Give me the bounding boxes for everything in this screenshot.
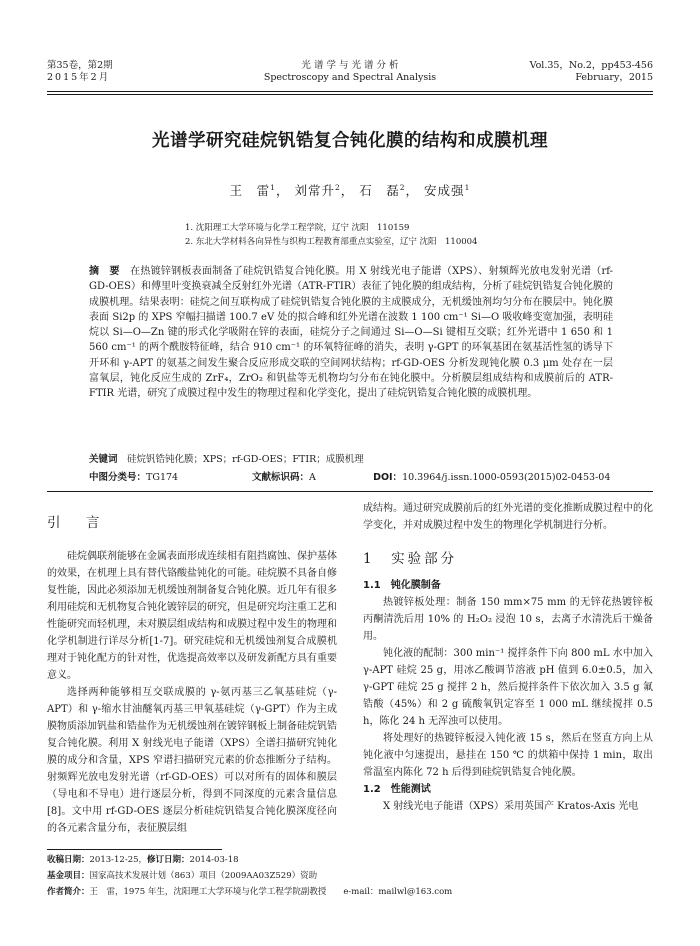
revised-label: 修订日期：: [147, 855, 190, 865]
intro-paragraph: 选择两种能够相互交联成膜的 γ-氨丙基三乙氧基硅烷（γ-APT）和 γ-缩水甘油醚氧丙基三甲氧基硅烷（γ-GPT）作为主成膜物质添加钒盐和锆盐作为无机缓蚀剂在镀锌钢板上制备硅烷钒锆复合钝化膜。利用 X 射线光电子能谱（XPS）全谱扫描研究钝化膜的成分和含量，XPS 窄谱扫描研究元素的价态推断分子结构。射频辉光放电发射光谱（rf-GD-OES）可以对所有的固体和膜层（导电和不导电）进行逐层分析，得到不同深度的元素含量信息[8]。文中用 rf-GD-OES 逐层分析硅烷钒锆复合钝化膜深度径向的各元素含量分布，表征膜层组: [47, 687, 337, 834]
header-vol-en: Vol.35，No.2，pp453-456: [529, 60, 653, 71]
intro-paragraph: 硅烷偶联剂能够在金属表面形成连续相有阻挡腐蚀、保护基体的效果，在机理上具有替代铬酸盐钝化的可能。硅烷膜不具备自修复性能，因此必须添加无机缓蚀剂制备复合钝化膜。近几年有很多利用硅烷和无机物复合钝化镀锌层的研究，但是研究均注重工艺和性能研究而轻机理，未对膜层组成结构和成膜过程中发生的物理和化学机制进行详尽分析[1-7]。研究硅烷和无机缓蚀剂复合成膜机理对于钝化配方的针对性，优选提高效率以及研发新配方具有重要意义。: [47, 551, 337, 681]
doi-value: 10.3964/j.issn.1000-0593(2015)02-0453-04: [402, 472, 611, 483]
header-month-en: February，2015: [575, 72, 653, 83]
intro-heading: 引 言: [47, 515, 106, 531]
author-name: 安成强: [424, 183, 465, 198]
author-bio-value: 王 雷，1975 年生，沈阳理工大学环境与化学工程学院副教授 e-mail：mailwl@163.com: [89, 887, 453, 897]
revised-date: 2014-03-18: [189, 855, 239, 865]
right-column: [363, 500, 653, 815]
author-list: 王 雷$^1$， 刘常升$^2$， 石 磊$^2$， 安成强$^1$: [229, 182, 471, 198]
fund-label: 基金项目：: [47, 871, 90, 881]
author-bio-label: 作者简介：: [47, 887, 90, 897]
paper-title: 光谱学研究硅烷钒锆复合钝化膜的结构和成膜机理: [152, 131, 548, 151]
author-affil-mark: 1: [270, 182, 276, 192]
abstract-text: 在热镀锌钢板表面制备了硅烷钒锆复合钝化膜。用 X 射线光电子能谱（XPS）、射频辉光放电发射光谱（rf-GD-OES）和傅里叶变换衰减全反射红外光谱（ATR-FTIR）表征了钝化膜的组成结构，分析了硅烷钒锆复合钝化膜的成膜机理。结果表明：硅烷之间互联构成了硅烷钒锆复合钝化膜的主成膜成分，无机缓蚀剂均匀分布在膜层中。钝化膜表面 Si2p 的 XPS 窄幅扫描谱 100.7 eV 处的拟合峰和红外光谱在波数 1 100 cm⁻¹ Si—O 吸收峰变宽加强，表明硅烷以 Si—O—Zn 键的形式化学吸附在锌的表面，硅烷分子之间通过 Si—O—Si 键相互交联；红外光谱中 1 650 和 1 560 cm⁻¹ 的两个酰胺特征峰，结合 910 cm⁻¹ 的环氧特征峰的消失，表明 γ-GPT 的环氧基团在氨基活性氢的诱导下开环和 γ-APT 的氨基之间发生聚合反应形成交联的空间网状结构；rf-GD-OES 分析发现钝化膜 0.3 μm 处存在一层富氧层，钝化反应生成的 ZrF₄，ZrO₂ 和钒盐等无机物均匀分布在钝化膜中。分析膜层组成结构和成膜前后的 ATR-FTIR 光谱，研究了成膜过程中发生的物理过程和化学变化，提出了硅烷钒锆复合钝化膜的成膜机理。: [89, 266, 614, 400]
clc-label: 中图分类号：: [89, 472, 147, 483]
method-paragraph: X 射线光电子能谱（XPS）采用英国产 Kratos-Axis 光电: [383, 801, 639, 812]
method-paragraph: 钝化液的配制：300 min⁻¹ 搅拌条件下向 800 mL 水中加入 γ-APT 硅烷 25 g，用冰乙酸调节溶液 pH 值到 6.0±0.5，加入 γ-GPT 硅烷 25 g 搅拌 2 h，然后搅拌条件下依次加入 3.5 g 氟锆酸（45%）和 2 g 硫酸氧钒定容至 1 000 mL 继续搅拌 0.5 h，陈化 24 h 无浑浊可以使用。: [363, 648, 653, 727]
received-date: 2013-12-25，: [89, 855, 148, 865]
footnotes: [47, 852, 653, 900]
abstract: [89, 264, 613, 402]
affiliation-2: 2. 东北大学材料各向异性与织构工程教育部重点实验室，辽宁 沈阳 110004: [185, 237, 478, 247]
footnote-author: [47, 884, 653, 900]
keywords-label: 关键词: [89, 454, 118, 465]
footnote-dates: [47, 852, 653, 868]
section-divider: [47, 491, 653, 492]
classification-line: [89, 470, 613, 486]
author-name: 刘常升: [294, 183, 335, 198]
journal-name-cn: 光 谱 学 与 光 谱 分 析: [301, 60, 399, 71]
header-rule-thin: [47, 94, 653, 95]
method-paragraph: 热镀锌板处理：制备 150 mm×75 mm 的无锌花热镀锌板丙酮清洗后用 10% 的 H₂O₂ 浸泡 10 s，去离子水清洗后干燥备用。: [363, 597, 653, 642]
header-rule: [47, 91, 653, 92]
subsection-heading-preparation: 1.1 钝化膜制备: [363, 580, 441, 591]
header-volume-line: 第35卷，第2期: [47, 60, 113, 71]
footnote-fund: [47, 868, 653, 884]
keywords: [89, 452, 613, 468]
author-affil-mark: 1: [464, 182, 471, 192]
journal-name-en: Spectroscopy and Spectral Analysis: [263, 72, 437, 83]
section-heading-experiment: 1 实验部分: [363, 551, 458, 567]
clc-value: TG174: [146, 472, 179, 483]
author-affil-mark: 2: [399, 182, 406, 192]
doc-code-label: 文献标识码：: [252, 472, 310, 483]
footnote-rule: [47, 849, 222, 850]
received-label: 收稿日期：: [47, 855, 90, 865]
keywords-text: 硅烷钒锆钝化膜；XPS；rf-GD-OES；FTIR；成膜机理: [127, 454, 364, 465]
header-issue: [530, 60, 653, 84]
running-header: [47, 60, 653, 92]
fund-value: 国家高技术发展计划（863）项目（2009AA03Z529）资助: [89, 871, 318, 881]
doc-code-value: A: [309, 472, 316, 483]
method-paragraph: 将处理好的热镀锌板浸入钝化液 15 s，然后在竖直方向上从钝化液中匀速提出，悬挂在 150 ℃ 的烘箱中保持 1 min，取出常温室内陈化 72 h 后得到硅烷钒锆复合钝化膜。: [363, 733, 653, 778]
doi-label: DOI：: [373, 472, 403, 483]
intro-continuation: 成结构。通过研究成膜前后的红外光谱的变化推断成膜过程中的化学变化，并对成膜过程中发生的物理化学机制进行分析。: [363, 503, 653, 531]
subsection-heading-testing: 1.2 性能测试: [363, 784, 431, 795]
author-name: 王 雷: [229, 183, 271, 198]
header-date-line: 2015年2月: [47, 72, 111, 83]
affiliation-1: 1. 沈阳理工大学环境与化学工程学院，辽宁 沈阳 110159: [185, 223, 410, 233]
author-name: 石 磊: [359, 183, 400, 198]
abstract-label: 摘 要: [89, 266, 120, 277]
author-affil-mark: 2: [334, 182, 341, 192]
left-column: [47, 515, 337, 837]
